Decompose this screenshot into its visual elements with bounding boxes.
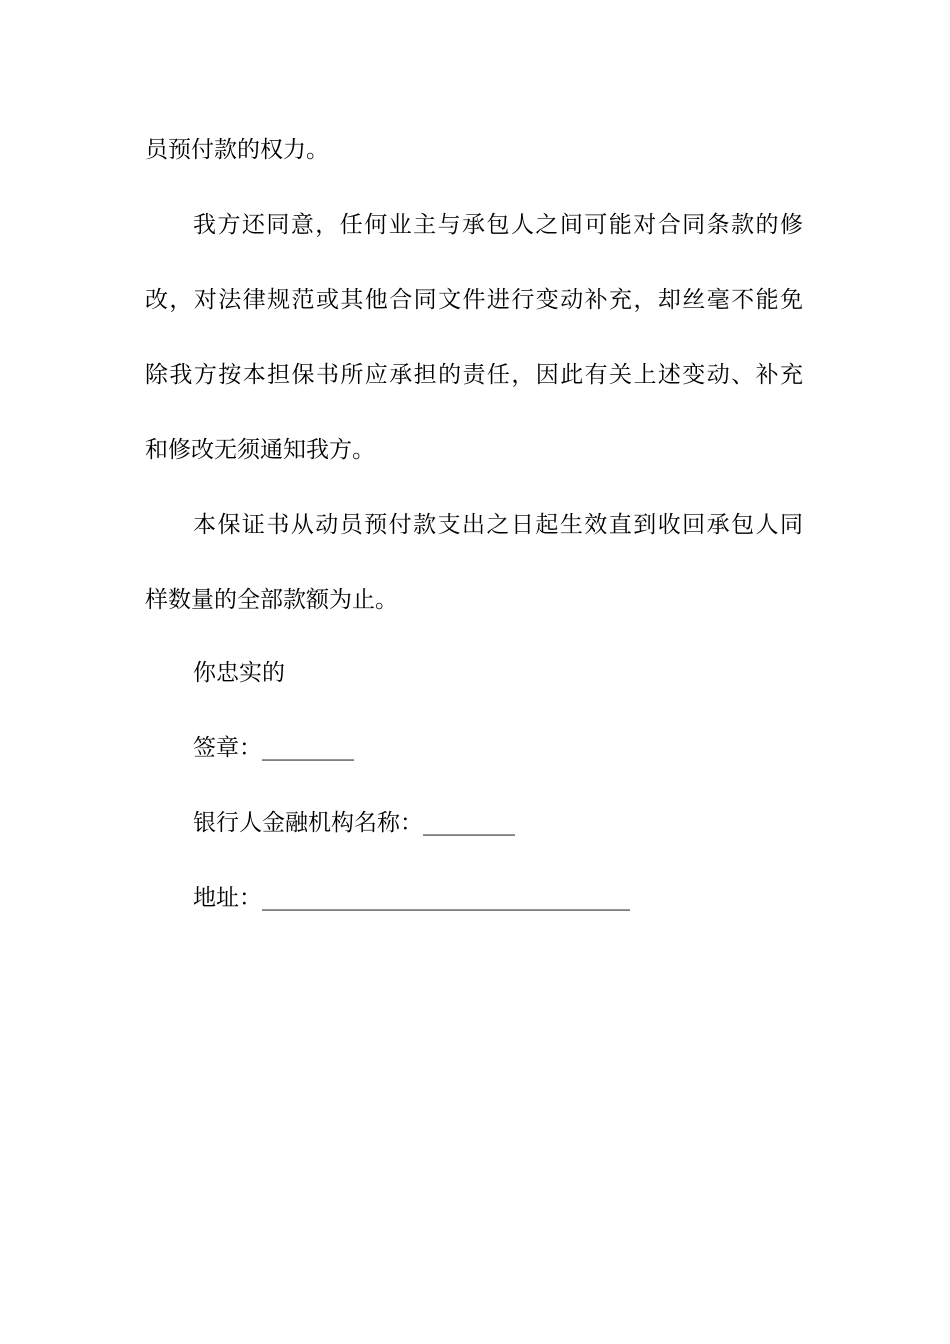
paragraph-line: 改，对法律规范或其他合同文件进行变动补充，却丝毫不能免: [145, 287, 803, 313]
signature-field: 签章：________: [193, 735, 354, 761]
paragraph-line: 样数量的全部款额为止。: [145, 587, 398, 613]
paragraph-line: 员预付款的权力。: [145, 137, 329, 163]
address-field: 地址：________________________________: [193, 885, 630, 911]
closing-line: 你忠实的: [193, 660, 285, 686]
paragraph-line: 本保证书从动员预付款支出之日起生效直到收回承包人同: [193, 512, 803, 538]
paragraph-line: 和修改无须通知我方。: [145, 437, 375, 463]
bank-name-field: 银行人金融机构名称：________: [193, 810, 515, 836]
paragraph-line: 除我方按本担保书所应承担的责任，因此有关上述变动、补充: [145, 362, 803, 388]
paragraph-line: 我方还同意，任何业主与承包人之间可能对合同条款的修: [193, 212, 803, 238]
